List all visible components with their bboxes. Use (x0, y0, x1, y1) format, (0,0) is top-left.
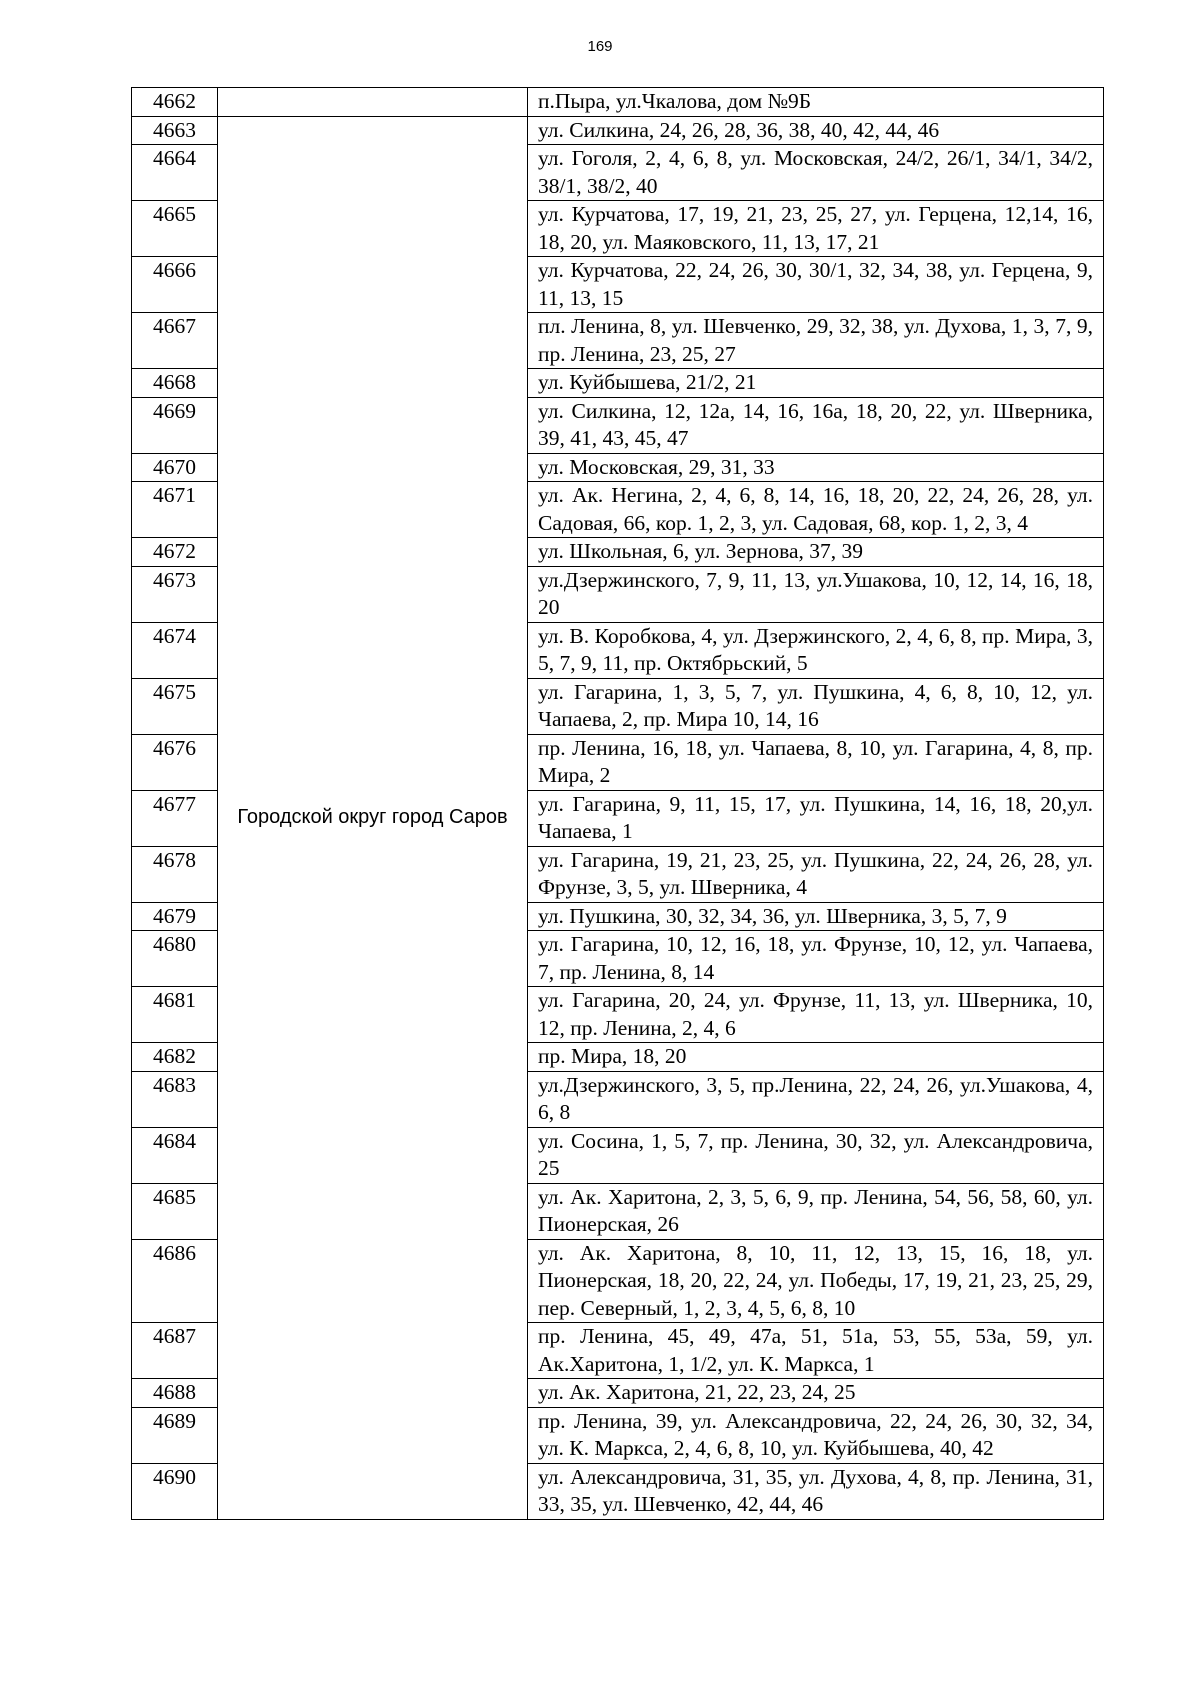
station-number: 4680 (132, 931, 218, 987)
municipality-name: Городской округ город Саров (218, 116, 528, 1519)
station-number: 4687 (132, 1323, 218, 1379)
table-row (132, 116, 1104, 145)
station-address (528, 257, 1104, 313)
station-address (528, 453, 1104, 482)
station-number: 4663 (132, 116, 218, 145)
station-number: 4684 (132, 1127, 218, 1183)
station-number: 4667 (132, 313, 218, 369)
station-number: 4678 (132, 846, 218, 902)
station-address (528, 987, 1104, 1043)
address-text: ул. Пушкина, 30, 32, 34, 36, ул. Шверника, 3, 5, 7, 9 (538, 903, 1007, 928)
address-text: ул.Дзержинского, 7, 9, 11, 13, ул.Ушакова, 10, 12, 14, 16, 18, 20 (538, 567, 1093, 619)
table-row (132, 88, 1104, 117)
municipality-empty-cell (218, 88, 528, 117)
station-number: 4681 (132, 987, 218, 1043)
address-text: ул. Силкина, 12, 12а, 14, 16, 16а, 18, 20, 22, ул. Шверника, 39, 41, 43, 45, 47 (538, 398, 1093, 450)
station-address (528, 1379, 1104, 1408)
address-text: ул. Сосина, 1, 5, 7, пр. Ленина, 30, 32, ул. Александровича, 25 (538, 1128, 1093, 1180)
station-address (528, 116, 1104, 145)
address-text: ул. Гоголя, 2, 4, 6, 8, ул. Московская, 24/2, 26/1, 34/1, 34/2, 38/1, 38/2, 40 (538, 146, 1093, 198)
station-address (528, 902, 1104, 931)
station-number: 4688 (132, 1379, 218, 1408)
station-number: 4674 (132, 622, 218, 678)
station-address (528, 846, 1104, 902)
station-address (528, 1043, 1104, 1072)
table-body (132, 88, 1104, 1520)
station-number: 4675 (132, 678, 218, 734)
station-number: 4679 (132, 902, 218, 931)
station-address (528, 566, 1104, 622)
address-text: ул. Ак. Негина, 2, 4, 6, 8, 14, 16, 18, 20, 22, 24, 26, 28, ул. Садовая, 66, кор. 1, 2, 3, ул. Садовая, 68, кор. 1, 2, 3, 4 (538, 483, 1093, 535)
address-text: ул. Куйбышева, 21/2, 21 (538, 370, 757, 394)
address-text: пр. Ленина, 45, 49, 47а, 51, 51а, 53, 55, 53а, 59, ул. Ак.Харитона, 1, 1/2, ул. К. Маркса, 1 (538, 1324, 1093, 1376)
station-address (528, 145, 1104, 201)
address-text: ул. Курчатова, 22, 24, 26, 30, 30/1, 32, 34, 38, ул. Герцена, 9, 11, 13, 15 (538, 258, 1093, 310)
address-text: ул. Ак. Харитона, 2, 3, 5, 6, 9, пр. Ленина, 54, 56, 58, 60, ул. Пионерская, 26 (538, 1184, 1093, 1236)
address-text: п.Пыра, ул.Чкалова, дом №9Б (538, 89, 812, 113)
station-number: 4677 (132, 790, 218, 846)
station-number: 4690 (132, 1463, 218, 1519)
station-address (528, 482, 1104, 538)
station-address (528, 88, 1104, 117)
address-text: ул. Гагарина, 19, 21, 23, 25, ул. Пушкина, 22, 24, 26, 28, ул. Фрунзе, 3, 5, ул. Шверника, 4 (538, 847, 1093, 899)
address-text: пр. Мира, 18, 20 (538, 1044, 687, 1068)
station-address (528, 1071, 1104, 1127)
station-address (528, 1127, 1104, 1183)
address-text: ул. Московская, 29, 31, 33 (538, 454, 775, 479)
station-address (528, 397, 1104, 453)
station-number: 4673 (132, 566, 218, 622)
address-text: ул. Гагарина, 9, 11, 15, 17, ул. Пушкина, 14, 16, 18, 20,ул. Чапаева, 1 (538, 791, 1093, 843)
station-address (528, 1183, 1104, 1239)
station-number: 4670 (132, 453, 218, 482)
station-number: 4666 (132, 257, 218, 313)
address-text: ул. Ак. Харитона, 21, 22, 23, 24, 25 (538, 1380, 856, 1404)
station-address (528, 790, 1104, 846)
station-number: 4689 (132, 1407, 218, 1463)
station-number: 4664 (132, 145, 218, 201)
address-text: ул.Дзержинского, 3, 5, пр.Ленина, 22, 24, 26, ул.Ушакова, 4, 6, 8 (538, 1072, 1093, 1124)
address-text: пл. Ленина, 8, ул. Шевченко, 29, 32, 38, ул. Духова, 1, 3, 7, 9, пр. Ленина, 23, 25, 27 (538, 314, 1093, 366)
station-number: 4686 (132, 1239, 218, 1323)
address-text: пр. Ленина, 39, ул. Александровича, 22, 24, 26, 30, 32, 34, ул. К. Маркса, 2, 4, 6, 8, 10, ул. Куйбышева, 40, 42 (538, 1408, 1093, 1460)
station-number: 4671 (132, 482, 218, 538)
station-address (528, 1407, 1104, 1463)
polling-stations-table (131, 87, 1104, 1520)
address-text: ул. Гагарина, 1, 3, 5, 7, ул. Пушкина, 4, 6, 8, 10, 12, ул. Чапаева, 2, пр. Мира 10, 14, 16 (538, 679, 1093, 731)
station-address (528, 678, 1104, 734)
station-address (528, 931, 1104, 987)
station-number: 4669 (132, 397, 218, 453)
page-number: 169 (587, 38, 613, 55)
address-text: ул. Ак. Харитона, 8, 10, 11, 12, 13, 15, 16, 18, ул. Пионерская, 18, 20, 22, 24, ул. Победы, 17, 19, 21, 23, 25, 29, пер. Северный, 1, 2, 3, 4, 5, 6, 8, 10 (538, 1240, 1093, 1320)
station-number: 4683 (132, 1071, 218, 1127)
station-address (528, 1323, 1104, 1379)
address-text: ул. Александровича, 31, 35, ул. Духова, 4, 8, пр. Ленина, 31, 33, 35, ул. Шевченко, 42, 44, 46 (538, 1464, 1093, 1516)
station-address (528, 538, 1104, 567)
station-number: 4676 (132, 734, 218, 790)
address-text: ул. Гагарина, 10, 12, 16, 18, ул. Фрунзе, 10, 12, ул. Чапаева, 7, пр. Ленина, 8, 14 (538, 932, 1093, 984)
station-number: 4665 (132, 201, 218, 257)
station-number: 4685 (132, 1183, 218, 1239)
station-number: 4668 (132, 369, 218, 398)
station-address (528, 1239, 1104, 1323)
station-address (528, 201, 1104, 257)
station-address (528, 369, 1104, 398)
address-text: ул. Гагарина, 20, 24, ул. Фрунзе, 11, 13, ул. Шверника, 10, 12, пр. Ленина, 2, 4, 6 (538, 988, 1093, 1040)
address-text: ул. Силкина, 24, 26, 28, 36, 38, 40, 42, 44, 46 (538, 117, 940, 142)
address-text: ул. В. Коробкова, 4, ул. Дзержинского, 2, 4, 6, 8, пр. Мира, 3, 5, 7, 9, 11, пр. Октябрьский, 5 (538, 623, 1093, 675)
station-address (528, 622, 1104, 678)
address-text: ул. Курчатова, 17, 19, 21, 23, 25, 27, ул. Герцена, 12,14, 16, 18, 20, ул. Маяковского, 11, 13, 17, 21 (538, 202, 1093, 254)
station-address (528, 1463, 1104, 1519)
station-number: 4662 (132, 88, 218, 117)
station-number: 4682 (132, 1043, 218, 1072)
station-address (528, 313, 1104, 369)
station-number: 4672 (132, 538, 218, 567)
address-text: ул. Школьная, 6, ул. Зернова, 37, 39 (538, 539, 864, 563)
address-text: пр. Ленина, 16, 18, ул. Чапаева, 8, 10, ул. Гагарина, 4, 8, пр. Мира, 2 (538, 735, 1093, 787)
station-address (528, 734, 1104, 790)
